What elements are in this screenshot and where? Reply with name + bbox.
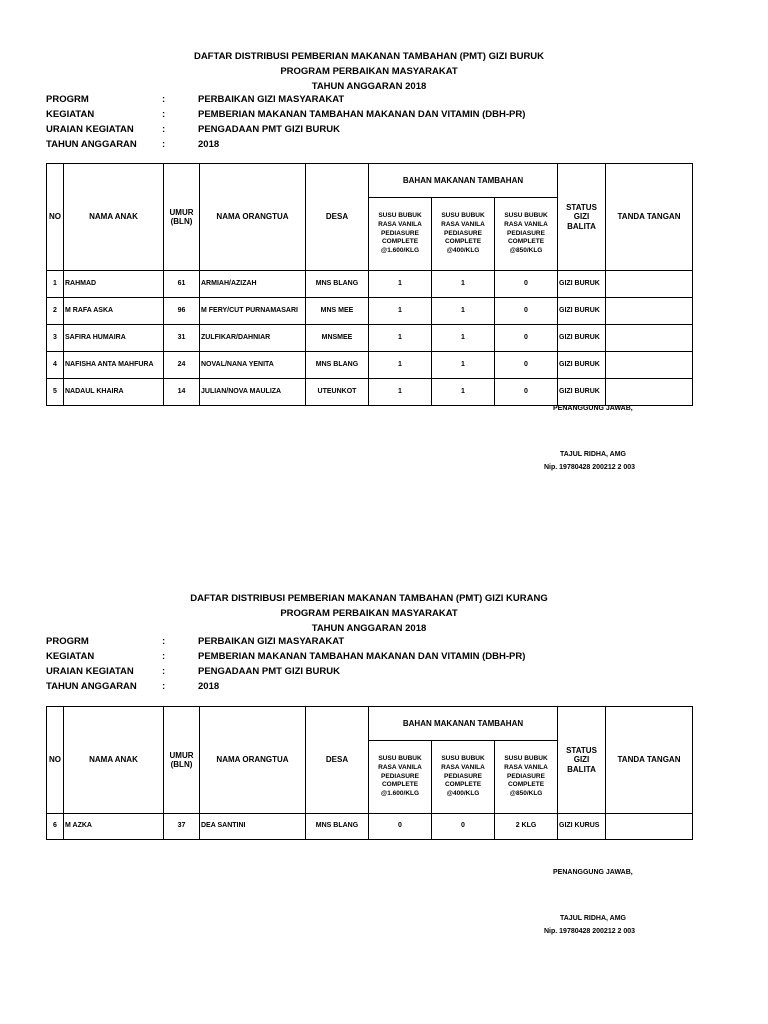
- header-nama-anak: NAMA ANAK: [64, 707, 164, 814]
- program-title: PROGRAM PERBAIKAN MASYARAKAT: [280, 608, 458, 619]
- meta-value: PEMBERIAN MAKANAN TAMBAHAN MAKANAN DAN VITAMIN (DBH-PR): [198, 651, 526, 662]
- year-title: TAHUN ANGGARAN 2018: [311, 623, 427, 634]
- cell-status: GIZI BURUK: [558, 325, 606, 352]
- meta-row-program: [46, 636, 696, 650]
- header-bahan-400: SUSU BUBUK RASA VANILA PEDIASURE COMPLETE @400/KLG: [432, 741, 495, 814]
- header-desa: DESA: [306, 707, 369, 814]
- header-no: NO: [47, 707, 64, 814]
- cell-bahan-1: 1: [369, 379, 432, 406]
- meta-row-kegiatan: [46, 109, 696, 123]
- cell-nama-anak: SAFIRA HUMAIRA: [64, 325, 164, 352]
- cell-bahan-2: 1: [432, 298, 495, 325]
- cell-bahan-1: 0: [369, 814, 432, 840]
- cell-umur: 14: [164, 379, 200, 406]
- cell-no: 3: [47, 325, 64, 352]
- meta-key: URAIAN KEGIATAN: [46, 666, 134, 677]
- cell-bahan-2: 1: [432, 352, 495, 379]
- cell-nama-anak: RAHMAD: [64, 271, 164, 298]
- header-umur: UMUR (BLN): [164, 164, 200, 271]
- meta-key: URAIAN KEGIATAN: [46, 124, 134, 135]
- year-title: TAHUN ANGGARAN 2018: [311, 81, 427, 92]
- cell-bahan-3: 0: [495, 271, 558, 298]
- cell-no: 4: [47, 352, 64, 379]
- header-bahan-1600: SUSU BUBUK RASA VANILA PEDIASURE COMPLETE @1.600/KLG: [369, 741, 432, 814]
- header-bahan-makanan: BAHAN MAKANAN TAMBAHAN: [369, 707, 558, 741]
- signatory-name: TAJUL RIDHA, AMG: [560, 451, 626, 458]
- cell-nama-orangtua: ZULFIKAR/DAHNIAR: [200, 325, 306, 352]
- meta-value: PEMBERIAN MAKANAN TAMBAHAN MAKANAN DAN VITAMIN (DBH-PR): [198, 109, 526, 120]
- meta-key: PROGRM: [46, 636, 89, 647]
- header-tanda-tangan: TANDA TANGAN: [606, 707, 693, 814]
- meta-separator: :: [162, 124, 166, 135]
- cell-bahan-3: 0: [495, 352, 558, 379]
- meta-value: 2018: [198, 681, 220, 692]
- cell-tanda-tangan: [606, 271, 693, 298]
- cell-no: 1: [47, 271, 64, 298]
- cell-nama-orangtua: JULIAN/NOVA MAULIZA: [200, 379, 306, 406]
- meta-separator: :: [162, 666, 166, 677]
- meta-key: PROGRM: [46, 94, 89, 105]
- cell-nama-anak: NAFISHA ANTA MAHFURA: [64, 352, 164, 379]
- header-status-gizi: STATUS GIZI BALITA: [558, 164, 606, 271]
- cell-nama-anak: M AZKA: [64, 814, 164, 840]
- meta-separator: :: [162, 139, 166, 150]
- signatory-role: PENANGGUNG JAWAB,: [553, 405, 633, 412]
- table-row: [47, 379, 693, 406]
- signatory-nip: Nip. 19780428 200212 2 003: [544, 928, 636, 935]
- cell-bahan-1: 1: [369, 298, 432, 325]
- cell-tanda-tangan: [606, 352, 693, 379]
- cell-nama-orangtua: DEA SANTINI: [200, 814, 306, 840]
- cell-bahan-1: 1: [369, 352, 432, 379]
- cell-desa: MNSMEE: [306, 325, 369, 352]
- cell-bahan-2: 1: [432, 379, 495, 406]
- cell-tanda-tangan: [606, 325, 693, 352]
- cell-nama-anak: NADAUL KHAIRA: [64, 379, 164, 406]
- table-row: [47, 352, 693, 379]
- cell-desa: MNS BLANG: [306, 352, 369, 379]
- meta-separator: :: [162, 651, 166, 662]
- cell-desa: MNS BLANG: [306, 814, 369, 840]
- signatory-nip: Nip. 19780428 200212 2 003: [544, 464, 636, 471]
- header-bahan-850: SUSU BUBUK RASA VANILA PEDIASURE COMPLETE @850/KLG: [495, 198, 558, 271]
- header-nama-anak: NAMA ANAK: [64, 164, 164, 271]
- meta-separator: :: [162, 94, 166, 105]
- table-row: [47, 814, 693, 840]
- header-bahan-850: SUSU BUBUK RASA VANILA PEDIASURE COMPLETE @850/KLG: [495, 741, 558, 814]
- meta-key: KEGIATAN: [46, 109, 95, 120]
- meta-row-tahun: [46, 139, 696, 153]
- header-status-gizi: STATUS GIZI BALITA: [558, 707, 606, 814]
- cell-status: GIZI BURUK: [558, 379, 606, 406]
- cell-status: GIZI KURUS: [558, 814, 606, 840]
- meta-row-uraian: [46, 124, 696, 138]
- meta-key: TAHUN ANGGARAN: [46, 681, 137, 692]
- cell-bahan-2: 1: [432, 325, 495, 352]
- cell-desa: UTEUNKOT: [306, 379, 369, 406]
- cell-status: GIZI BURUK: [558, 352, 606, 379]
- cell-nama-anak: M RAFA ASKA: [64, 298, 164, 325]
- cell-tanda-tangan: [606, 298, 693, 325]
- distribution-table: [46, 706, 693, 840]
- signatory-name: TAJUL RIDHA, AMG: [560, 915, 626, 922]
- cell-bahan-3: 0: [495, 298, 558, 325]
- cell-bahan-2: 0: [432, 814, 495, 840]
- cell-bahan-1: 1: [369, 271, 432, 298]
- meta-separator: :: [162, 681, 166, 692]
- cell-nama-orangtua: M FERY/CUT PURNAMASARI: [200, 298, 306, 325]
- header-bahan-1600: SUSU BUBUK RASA VANILA PEDIASURE COMPLETE @1.600/KLG: [369, 198, 432, 271]
- meta-separator: :: [162, 109, 166, 120]
- cell-nama-orangtua: NOVAL/NANA YENITA: [200, 352, 306, 379]
- cell-bahan-3: 0: [495, 379, 558, 406]
- meta-key: TAHUN ANGGARAN: [46, 139, 137, 150]
- meta-row-tahun: [46, 681, 696, 695]
- cell-umur: 96: [164, 298, 200, 325]
- cell-desa: MNS BLANG: [306, 271, 369, 298]
- cell-desa: MNS MEE: [306, 298, 369, 325]
- header-desa: DESA: [306, 164, 369, 271]
- cell-umur: 31: [164, 325, 200, 352]
- cell-status: GIZI BURUK: [558, 298, 606, 325]
- meta-value: PENGADAAN PMT GIZI BURUK: [198, 666, 340, 677]
- cell-bahan-2: 1: [432, 271, 495, 298]
- document-title: DAFTAR DISTRIBUSI PEMBERIAN MAKANAN TAMBAHAN (PMT) GIZI KURANG: [190, 593, 548, 604]
- meta-key: KEGIATAN: [46, 651, 95, 662]
- distribution-table: [46, 163, 693, 406]
- cell-umur: 24: [164, 352, 200, 379]
- meta-row-program: [46, 94, 696, 108]
- cell-no: 5: [47, 379, 64, 406]
- meta-value: PERBAIKAN GIZI MASYARAKAT: [198, 94, 345, 105]
- program-title: PROGRAM PERBAIKAN MASYARAKAT: [280, 66, 458, 77]
- cell-tanda-tangan: [606, 814, 693, 840]
- header-no: NO: [47, 164, 64, 271]
- cell-bahan-1: 1: [369, 325, 432, 352]
- cell-bahan-3: 2 KLG: [495, 814, 558, 840]
- cell-umur: 37: [164, 814, 200, 840]
- header-tanda-tangan: TANDA TANGAN: [606, 164, 693, 271]
- header-bahan-makanan: BAHAN MAKANAN TAMBAHAN: [369, 164, 558, 198]
- cell-nama-orangtua: ARMIAH/AZIZAH: [200, 271, 306, 298]
- meta-row-uraian: [46, 666, 696, 680]
- cell-bahan-3: 0: [495, 325, 558, 352]
- meta-value: PERBAIKAN GIZI MASYARAKAT: [198, 636, 345, 647]
- meta-row-kegiatan: [46, 651, 696, 665]
- cell-umur: 61: [164, 271, 200, 298]
- cell-status: GIZI BURUK: [558, 271, 606, 298]
- header-nama-orangtua: NAMA ORANGTUA: [200, 164, 306, 271]
- table-row: [47, 325, 693, 352]
- signatory-role: PENANGGUNG JAWAB,: [553, 869, 633, 876]
- meta-value: 2018: [198, 139, 220, 150]
- cell-tanda-tangan: [606, 379, 693, 406]
- table-row: [47, 271, 693, 298]
- meta-value: PENGADAAN PMT GIZI BURUK: [198, 124, 340, 135]
- cell-no: 6: [47, 814, 64, 840]
- table-row: [47, 298, 693, 325]
- header-bahan-400: SUSU BUBUK RASA VANILA PEDIASURE COMPLETE @400/KLG: [432, 198, 495, 271]
- meta-separator: :: [162, 636, 166, 647]
- cell-no: 2: [47, 298, 64, 325]
- header-umur: UMUR (BLN): [164, 707, 200, 814]
- document-title: DAFTAR DISTRIBUSI PEMBERIAN MAKANAN TAMBAHAN (PMT) GIZI BURUK: [193, 51, 545, 62]
- header-nama-orangtua: NAMA ORANGTUA: [200, 707, 306, 814]
